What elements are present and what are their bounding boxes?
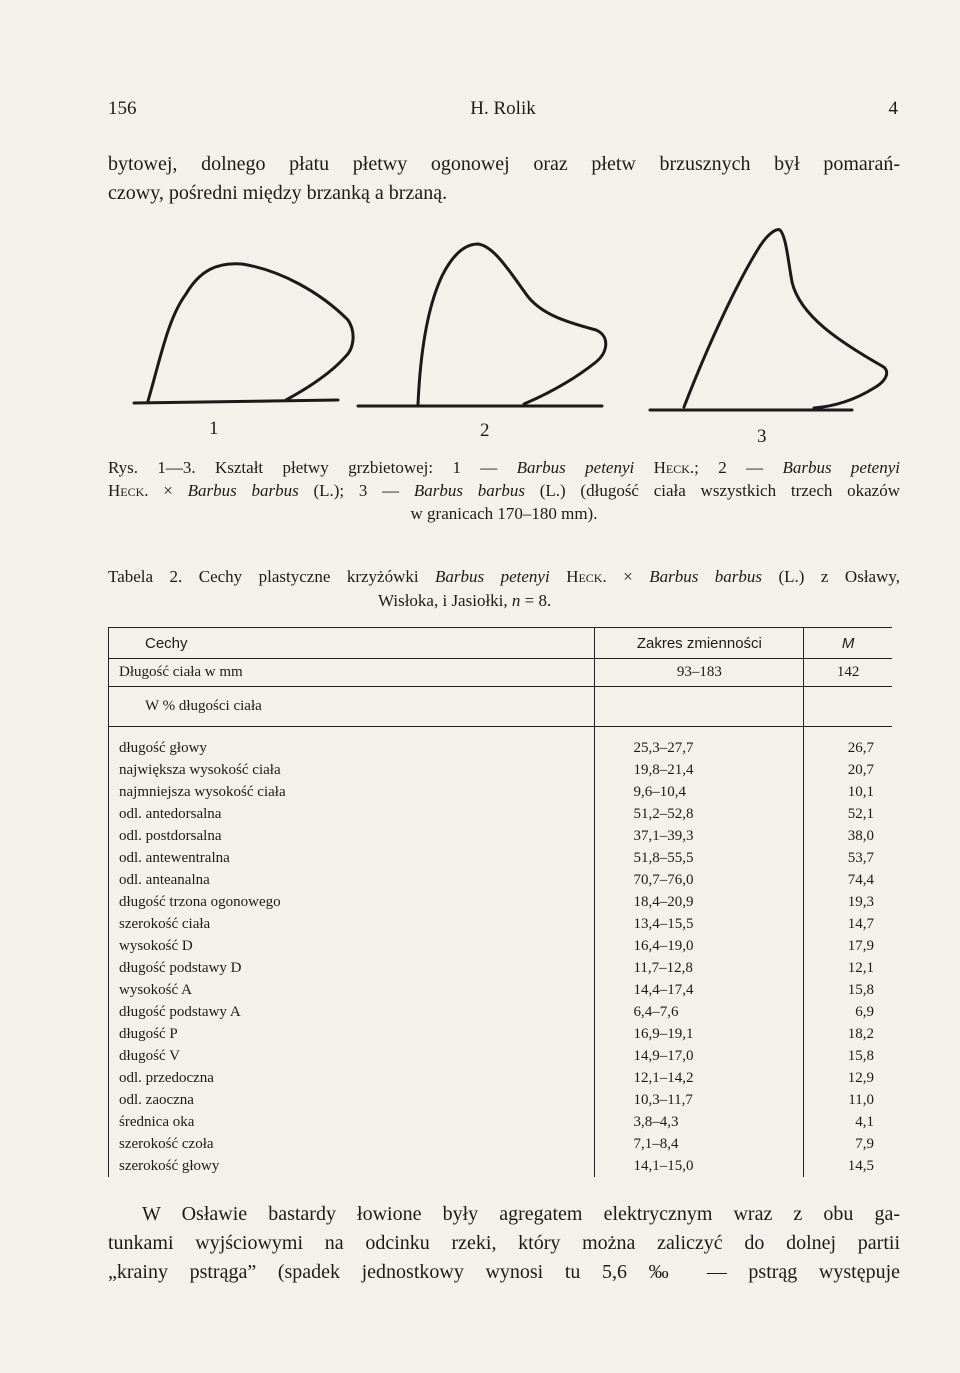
cell-range: 70,7–76,0 <box>595 869 804 891</box>
running-head <box>108 98 898 128</box>
species-name: Barbus barbus <box>187 481 299 500</box>
table-row <box>109 825 893 847</box>
intro-paragraph <box>108 150 900 208</box>
cell-range: 12,1–14,2 <box>595 1067 804 1089</box>
cell-mean: 12,1 <box>804 957 892 979</box>
cell-mean: 20,7 <box>804 759 892 781</box>
caption-line: w granicach 170–180 mm). <box>410 504 598 523</box>
cell-mean: 4,1 <box>804 1111 892 1133</box>
dorsal-fin-figure <box>100 210 900 440</box>
cell-mean: 12,9 <box>804 1067 892 1089</box>
caption-text: × <box>148 481 188 500</box>
header-feature: Cechy <box>109 628 595 659</box>
cell-feature: długość P <box>109 1023 595 1045</box>
cell-mean: 26,7 <box>804 737 892 759</box>
cell-feature: szerokość czoła <box>109 1133 595 1155</box>
table-row <box>109 1045 893 1067</box>
table-spacer-row <box>109 727 893 738</box>
figure-label-1: 1 <box>209 418 219 439</box>
cell-range: 14,4–17,4 <box>595 979 804 1001</box>
figure-caption <box>108 456 900 525</box>
cell-range: 6,4–7,6 <box>595 1001 804 1023</box>
table-row <box>109 979 893 1001</box>
caption-text: Rys. 1—3. Kształt płetwy grzbietowej: 1 — <box>108 458 517 477</box>
species-name: Barbus barbus <box>649 567 763 586</box>
cell-mean: 10,1 <box>804 781 892 803</box>
cell-feature: wysokość A <box>109 979 595 1001</box>
cell-range: 25,3–27,7 <box>595 737 804 759</box>
cell-feature: długość V <box>109 1045 595 1067</box>
species-name: Barbus barbus <box>413 481 525 500</box>
page-number: 156 <box>108 98 137 119</box>
cell-range: 14,1–15,0 <box>595 1155 804 1177</box>
cell-mean: 17,9 <box>804 935 892 957</box>
species-name: Barbus petenyi <box>782 458 900 477</box>
cell-mean: 142 <box>804 659 892 687</box>
cell-mean: 6,9 <box>804 1001 892 1023</box>
table-row <box>109 847 893 869</box>
cell-empty <box>109 727 595 738</box>
cell-mean: 15,8 <box>804 979 892 1001</box>
cell-range: 13,4–15,5 <box>595 913 804 935</box>
cell-mean: 52,1 <box>804 803 892 825</box>
cell-range: 37,1–39,3 <box>595 825 804 847</box>
cell-feature: szerokość głowy <box>109 1155 595 1177</box>
caption-line <box>108 456 900 479</box>
cell-feature: odl. antewentralna <box>109 847 595 869</box>
percent-heading: W % długości ciała <box>109 687 595 727</box>
fin-outline-2 <box>418 244 606 404</box>
table-header-row <box>109 628 893 659</box>
caption-text: ; 2 — <box>694 458 783 477</box>
cell-range: 19,8–21,4 <box>595 759 804 781</box>
cell-feature: odl. antedorsalna <box>109 803 595 825</box>
species-name: Barbus petenyi <box>435 567 550 586</box>
table-row <box>109 1001 893 1023</box>
cell-mean: 15,8 <box>804 1045 892 1067</box>
cell-mean: 38,0 <box>804 825 892 847</box>
cell-empty <box>595 687 804 727</box>
cell-feature: odl. anteanalna <box>109 869 595 891</box>
running-head-author: H. Rolik <box>470 98 536 119</box>
title-text: Tabela 2. Cechy plastyczne krzyżówki <box>108 567 436 586</box>
cell-empty <box>804 727 892 738</box>
cell-feature: największa wysokość ciała <box>109 759 595 781</box>
table-row <box>109 737 893 759</box>
closing-paragraph <box>108 1200 900 1287</box>
header-range: Zakres zmienności <box>595 628 804 659</box>
cell-feature: wysokość D <box>109 935 595 957</box>
cell-mean: 74,4 <box>804 869 892 891</box>
closing-line: W Osławie bastardy łowione były agregatem elektrycznym wraz z obu ga- <box>142 1203 900 1225</box>
title-text: = 8. <box>520 591 552 610</box>
author-abbrev: Heck. <box>653 458 695 477</box>
table-row <box>109 1089 893 1111</box>
cell-feature: długość trzona ogonowego <box>109 891 595 913</box>
caption-text: (L.) (długość ciała wszystkich trzech okazów <box>524 481 900 500</box>
table-row <box>109 935 893 957</box>
cell-mean: 19,3 <box>804 891 892 913</box>
cell-mean: 53,7 <box>804 847 892 869</box>
cell-mean: 18,2 <box>804 1023 892 1045</box>
cell-feature: średnica oka <box>109 1111 595 1133</box>
table-title-line <box>108 589 900 613</box>
cell-feature: Długość ciała w mm <box>109 659 595 687</box>
cell-empty <box>804 687 892 727</box>
cell-feature: odl. zaoczna <box>109 1089 595 1111</box>
table-row <box>109 1111 893 1133</box>
cell-feature: odl. przedoczna <box>109 1067 595 1089</box>
cell-range: 18,4–20,9 <box>595 891 804 913</box>
intro-line: czowy, pośredni między brzanką a brzaną. <box>108 182 448 204</box>
cell-range: 93–183 <box>595 659 804 687</box>
cell-feature: odl. postdorsalna <box>109 825 595 847</box>
table-row <box>109 869 893 891</box>
cell-feature: najmniejsza wysokość ciała <box>109 781 595 803</box>
cell-range: 11,7–12,8 <box>595 957 804 979</box>
cell-range: 9,6–10,4 <box>595 781 804 803</box>
species-name: Barbus petenyi <box>516 458 635 477</box>
caption-text: (L.); 3 — <box>298 481 414 500</box>
table-row-body-length <box>109 659 893 687</box>
table-row <box>109 891 893 913</box>
cell-range: 14,9–17,0 <box>595 1045 804 1067</box>
author-abbrev: Heck. <box>108 481 149 500</box>
table-row <box>109 803 893 825</box>
caption-text <box>634 458 653 477</box>
table-title <box>108 565 900 613</box>
cell-feature: długość głowy <box>109 737 595 759</box>
cell-range: 10,3–11,7 <box>595 1089 804 1111</box>
table-row <box>109 1067 893 1089</box>
cell-range: 7,1–8,4 <box>595 1133 804 1155</box>
header-mean-label: M <box>841 634 855 652</box>
cell-range: 16,4–19,0 <box>595 935 804 957</box>
table-row <box>109 1023 893 1045</box>
title-text: (L.) z Osławy, <box>762 567 901 586</box>
table-row <box>109 913 893 935</box>
section-number: 4 <box>888 98 898 119</box>
table-row <box>109 781 893 803</box>
fin-outline-1 <box>148 264 353 401</box>
table-title-line <box>108 565 900 589</box>
morphometric-table <box>108 627 892 1177</box>
table-row <box>109 759 893 781</box>
cell-range: 51,8–55,5 <box>595 847 804 869</box>
cell-mean: 14,7 <box>804 913 892 935</box>
intro-line: bytowej, dolnego płatu płetwy ogonowej oraz płetw brzusznych był pomarań- <box>108 153 900 175</box>
cell-range: 16,9–19,1 <box>595 1023 804 1045</box>
cell-mean: 7,9 <box>804 1133 892 1155</box>
author-abbrev: Heck. <box>566 567 607 586</box>
caption-line <box>108 479 900 502</box>
cell-feature: długość podstawy D <box>109 957 595 979</box>
title-text: Wisłoka, i Jasiołki, <box>378 591 512 610</box>
fin-outline-3 <box>684 230 887 408</box>
header-mean <box>804 628 892 659</box>
title-text: × <box>606 567 650 586</box>
cell-feature: długość podstawy A <box>109 1001 595 1023</box>
cell-range: 51,2–52,8 <box>595 803 804 825</box>
figure-label-3: 3 <box>757 426 767 447</box>
table-subheading-row <box>109 687 893 727</box>
sample-size-symbol: n <box>511 591 521 610</box>
table-row <box>109 1155 893 1177</box>
table-row <box>109 1133 893 1155</box>
cell-empty <box>595 727 804 738</box>
cell-feature: szerokość ciała <box>109 913 595 935</box>
cell-mean: 14,5 <box>804 1155 892 1177</box>
table-row <box>109 957 893 979</box>
title-text <box>550 567 566 586</box>
closing-line: tunkami wyjściowymi na odcinku rzeki, który można zaliczyć do dolnej partii <box>108 1232 900 1254</box>
cell-range: 3,8–4,3 <box>595 1111 804 1133</box>
closing-line: „krainy pstrąga” (spadek jednostkowy wynosi tu 5,6 ‰ — pstrąg występuje <box>108 1261 900 1283</box>
cell-mean: 11,0 <box>804 1089 892 1111</box>
fin-outline-1 <box>134 400 338 403</box>
figure-label-2: 2 <box>480 420 490 441</box>
